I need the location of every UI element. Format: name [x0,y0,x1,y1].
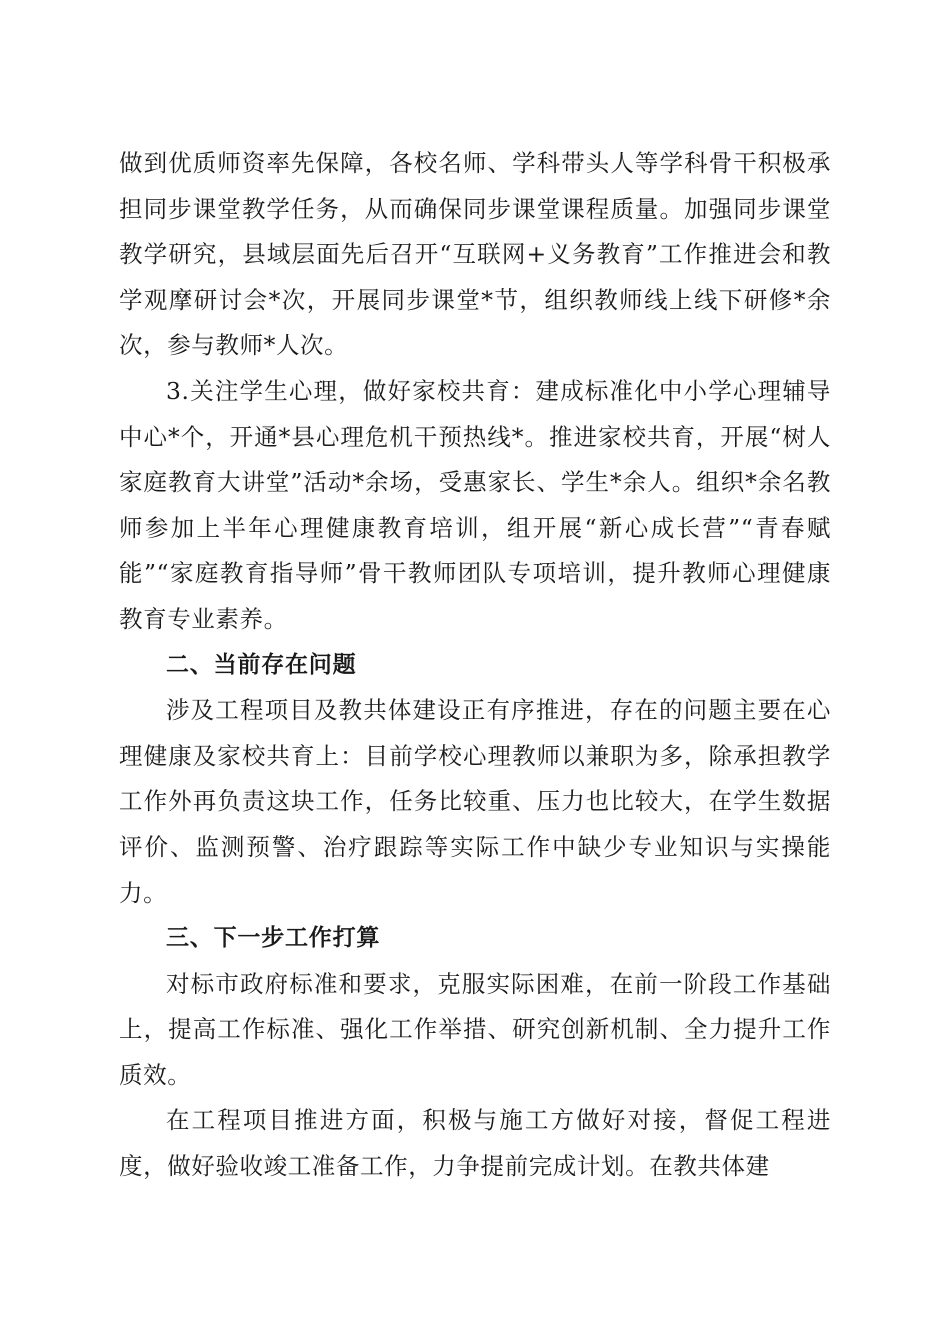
paragraph-next-steps-intro: 对标市政府标准和要求，克服实际困难，在前一阶段工作基础上，提高工作标准、强化工作举措、研究创新机制、全力提升工作质效。 [119,969,831,1089]
heading-current-problems: 二、当前存在问题 [166,651,357,678]
paragraph-synchronous-classroom: 做到优质师资率先保障，各校名师、学科带头人等学科骨干积极承担同步课堂教学任务，从而确保同步课堂课程质量。加强同步课堂教学研究，县域层面先后召开“互联网+义务教育”工作推进会和教学观摩研讨会*次，开展同步课堂*节，组织教师线上线下研修*余次，参与教师*人次。 [119,149,831,360]
document-body [119,141,831,1190]
paragraph-student-psychology: 3.关注学生心理，做好家校共育：建成标准化中小学心理辅导中心*个，开通*县心理危机干预热线*。推进家校共育，开展“树人家庭教育大讲堂”活动*余场，受惠家长、学生*余人。组织*余名教师参加上半年心理健康教育培训，组开展“新心成长营”“青春赋能”“家庭教育指导师”骨干教师团队专项培训，提升教师心理健康教育专业素养。 [119,376,831,633]
paragraph-problems: 涉及工程项目及教共体建设正有序推进，存在的问题主要在心理健康及家校共育上：目前学校心理教师以兼职为多，除承担教学工作外再负责这块工作，任务比较重、压力也比较大，在学生数据评价、监测预警、治疗跟踪等实际工作中缺少专业知识与实操能力。 [119,696,831,907]
paragraph-engineering-projects: 在工程项目推进方面，积极与施工方做好对接，督促工程进度，做好验收竣工准备工作，力争提前完成计划。在教共体建 [119,1106,831,1181]
heading-next-steps: 三、下一步工作打算 [166,925,381,952]
